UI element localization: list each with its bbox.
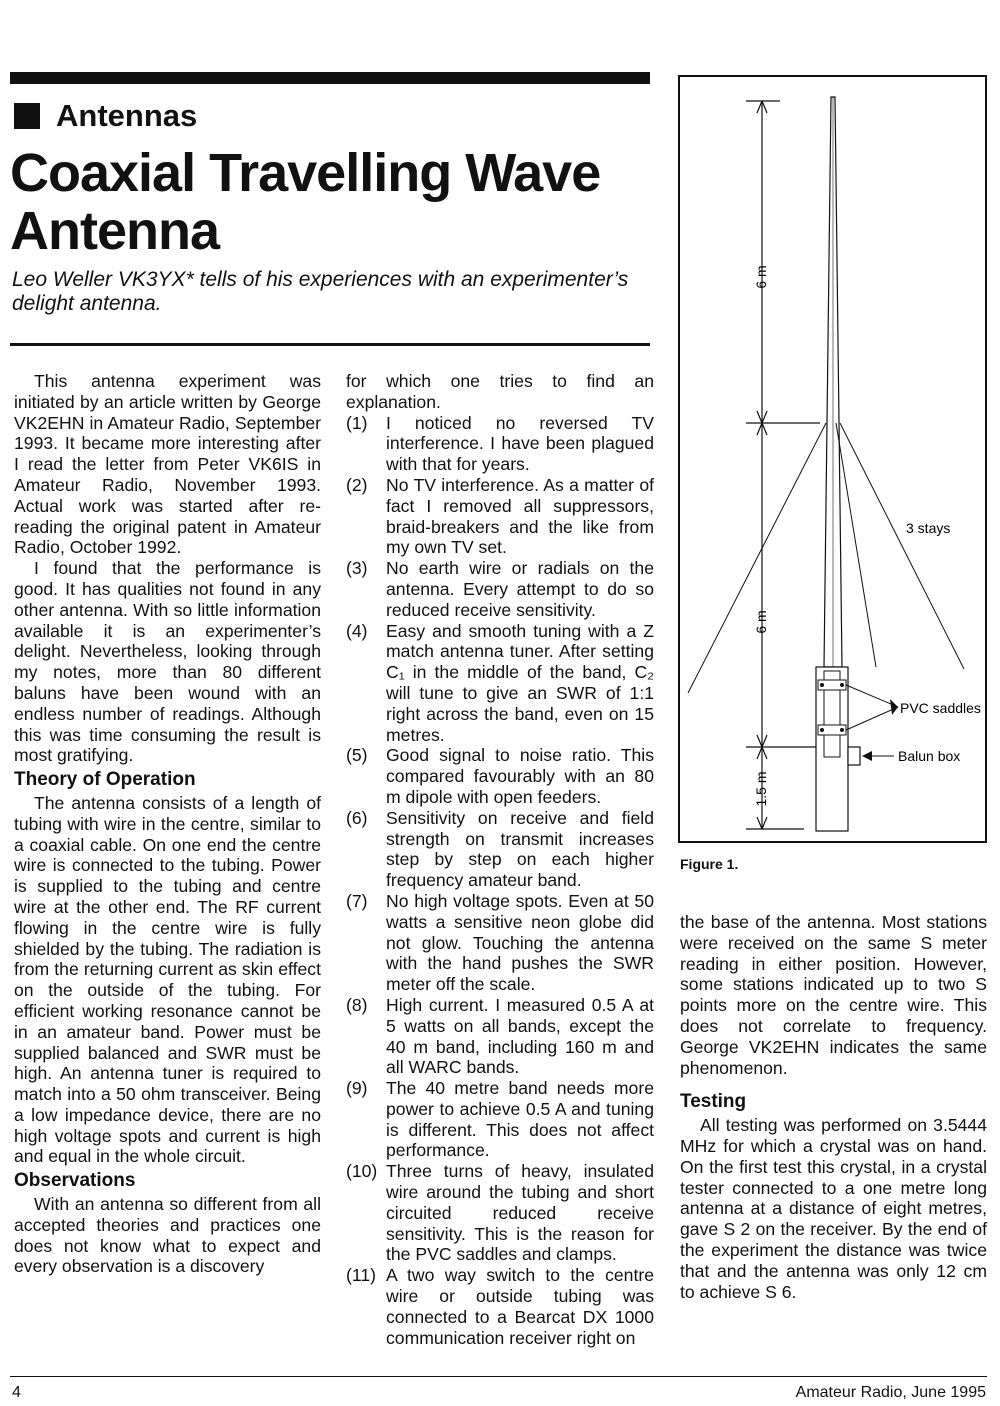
list-item-number: (1) (346, 412, 368, 433)
list-item-number: (9) (346, 1078, 368, 1099)
observations-list (346, 413, 654, 1349)
stays-label: 3 stays (906, 520, 951, 536)
list-item (346, 1078, 654, 1161)
stay-right (840, 423, 964, 669)
stay-left (688, 423, 826, 693)
balun-label: Balun box (898, 748, 961, 764)
list-item-text: Sensitivity on receive and field strength on transmit increases step by step on each higher frequency amateur band. (386, 807, 654, 891)
list-item-text: No TV interference. As a matter of fact I removed all suppressors, braid-breakers and the like from my own TV set. (386, 474, 654, 558)
list-item-number: (8) (346, 994, 368, 1015)
list-item-text: No earth wire or radials on the antenna. Every attempt to do so reduced receive sensitivity. (386, 558, 654, 620)
list-item-text: High current. I measured 0.5 A at 5 watts on all bands, except the 40 m band, including 160 m and all WARC bands. (386, 994, 654, 1078)
observations-continuation: for which one tries to find an explanation. (346, 371, 654, 412)
dimension-label-mid: 6 m (753, 610, 769, 634)
list-item-text: The 40 metre band needs more power to achieve 0.5 A and tuning is different. This does not affect performance. (386, 1078, 654, 1161)
article-title: Coaxial Travelling Wave Antenna (10, 143, 601, 261)
column-2 (346, 371, 654, 1348)
intro-paragraph-2: I found that the performance is good. It has qualities not found in any other antenna. With so little information available it is an experimenter’s delight. Nevertheless, looking through my notes, more than 80 different baluns have been wound with an endless number of readings. Although this was time consuming the result is most gratifying. (14, 558, 321, 766)
list-item-number: (6) (346, 807, 368, 828)
figure-caption: Figure 1. (680, 856, 739, 872)
list-item (346, 745, 654, 807)
observations-paragraph: With an antenna so different from all accepted theories and practices one does not know what to expect and every observation is a discovery (14, 1194, 321, 1277)
column-3 (680, 912, 987, 1302)
footer-rule (10, 1376, 987, 1377)
list-item-text: Three turns of heavy, insulated wire around the tubing and short circuited reduced receive sensitivity. This is the reason for the PVC saddles and clamps. (386, 1161, 654, 1265)
balun-box (848, 747, 860, 765)
subtitle-rule (10, 343, 650, 346)
list-item (346, 808, 654, 891)
section-square-icon (14, 103, 40, 129)
theory-heading: Theory of Operation (14, 769, 196, 791)
list-item-number: (5) (346, 745, 368, 766)
arrow-icon (862, 751, 872, 761)
intro-paragraph-1: This antenna experiment was initiated by an article written by George VK2EHN in Amateur Radio, September 1993. It became more interesting after I read the letter from Peter VK6IS in Amateur Radio, November 1993. Actual work was started after re-reading the original patent in Amateur Radio, October 1992. (14, 371, 321, 558)
saddle-bolt (820, 728, 824, 732)
list-item (346, 1161, 654, 1265)
list-item-text: A two way switch to the centre wire or outside tubing was connected to a Bearcat DX 1000 communication receiver right on (386, 1265, 654, 1348)
list-item (346, 621, 654, 746)
list-item-text: No high voltage spots. Even at 50 watts a sensitive neon globe did not glow. Touching the antenna with the hand pushes the SWR meter off the scale. (386, 890, 654, 995)
column-1 (14, 371, 321, 1277)
dimension-label-top: 6 m (753, 265, 769, 289)
list-item-text: Easy and smooth tuning with a Z match antenna tuner. After setting C₁ in the middle of the band, C₂ will tune to give an SWR of 1:1 right across the band, even on 15 metres. (386, 620, 654, 745)
list-item-text: Good signal to noise ratio. This compared favourably with an 80 m dipole with open feeders. (386, 745, 654, 807)
article-subtitle: Leo Weller VK3YX* tells of his experiences with an experimenter’s delight antenna. (12, 268, 629, 315)
saddle-pointer-line (846, 707, 898, 730)
observations-heading: Observations (14, 1170, 136, 1192)
header-rule (10, 72, 650, 84)
list-item (346, 1265, 654, 1348)
arrow-icon (890, 699, 898, 715)
observations-end-paragraph: the base of the antenna. Most stations were received on the same S meter reading in either position. However, some stations indicated up to two S points more on the centre wire. This does not correlate to frequency. George VK2EHN indicates the same phenomenon. (680, 912, 987, 1078)
publication-footer: Amateur Radio, June 1995 (795, 1384, 986, 1401)
theory-paragraph: The antenna consists of a length of tubing with wire in the centre, similar to a coaxial cable. On one end the centre wire is connected to the tubing. Power is supplied to the tubing and centre wire at the other end. The RF current flowing in the centre wire is fully shielded by the tubing. The radiation is from the returning current as skin effect on the outside of the tubing. For efficient working resonance cannot be in an amateur band. Power must be supplied balanced and SWR must be high. An antenna tuner is required to match into a 50 ohm transceiver. Being a low impedance device, there are no high voltage spots and current is high and equal in the whole circuit. (14, 792, 321, 1167)
list-item (346, 413, 654, 475)
dimension-label-bottom: 1.5 m (753, 771, 769, 807)
saddles-label: PVC saddles (900, 700, 981, 716)
figure-1 (678, 75, 987, 843)
list-item (346, 475, 654, 558)
saddle-bolt (840, 728, 844, 732)
saddle-bolt (820, 683, 824, 687)
list-item (346, 558, 654, 620)
list-item (346, 995, 654, 1078)
antenna-diagram (680, 77, 985, 841)
list-item-number: (11) (346, 1265, 376, 1286)
page-number: 4 (12, 1384, 21, 1401)
list-item (346, 891, 654, 995)
list-item-number: (2) (346, 474, 368, 495)
list-item-number: (3) (346, 558, 368, 579)
testing-paragraph: All testing was performed on 3.5444 MHz for which a crystal was on hand. On the first test this crystal, in a crystal tester connected to a one metre long antenna at a distance of eight metres, gave S 2 on the receiver. By the end of the experiment the distance was twice that and the antenna was only 12 cm to achieve S 6. (680, 1115, 987, 1302)
list-item-number: (7) (346, 890, 368, 911)
list-item-number: (10) (346, 1161, 378, 1182)
saddle-pointer-line (846, 685, 898, 707)
list-item-number: (4) (346, 620, 368, 641)
section-title: Antennas (56, 98, 198, 133)
list-item-text: I noticed no reversed TV interference. I have been plagued with that for years. (386, 412, 654, 475)
saddle-bolt (840, 683, 844, 687)
testing-heading: Testing (680, 1091, 747, 1113)
section-label (14, 98, 197, 134)
